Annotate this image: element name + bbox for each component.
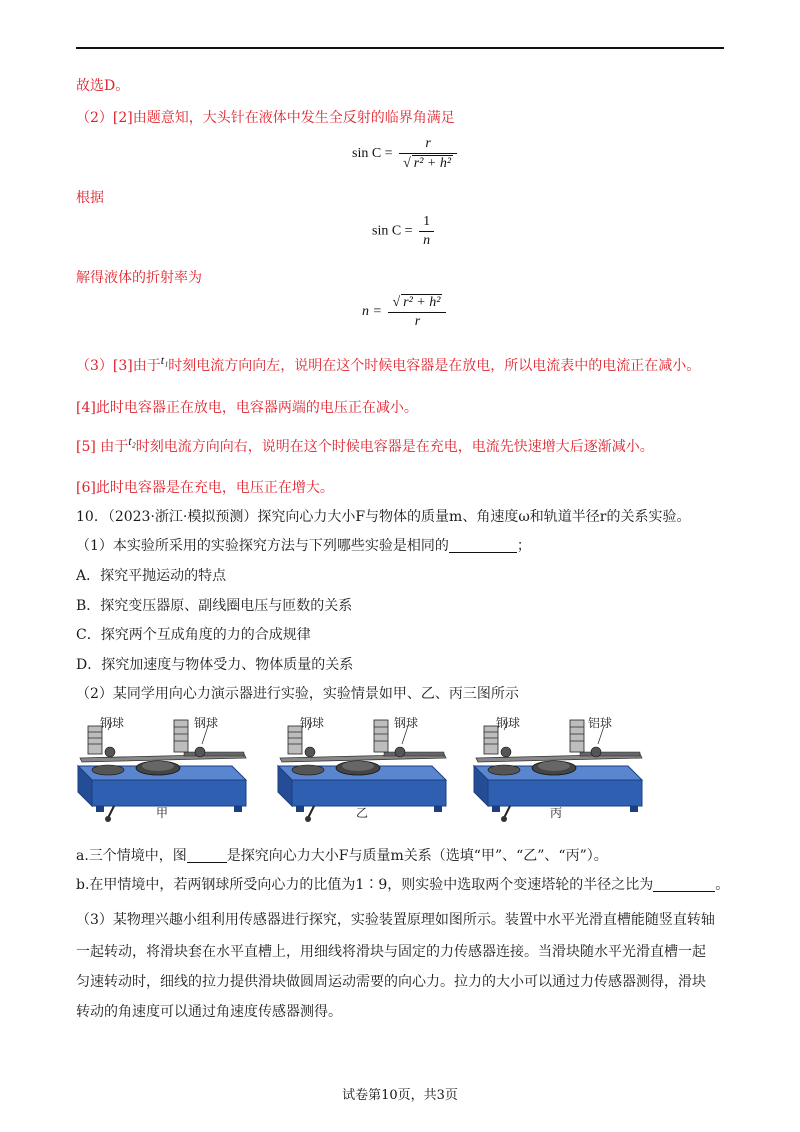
part3-line3 (76, 434, 654, 457)
solve-label: 解得液体的折射率为 (76, 270, 202, 286)
qb-prefix: b.在甲情境中，若两钢球所受向心力的比值为1∶9，则实验中选取两个变速塔轮的半径之比为 (76, 877, 654, 893)
fig1-left-label: 钢球 (100, 716, 125, 730)
t2-symbol: t₂ (128, 434, 136, 448)
part3-question-line3: 匀速转动时，细线的拉力提供滑块做圆周运动需要的向心力。拉力的大小可以通过力传感器测得，滑块 (76, 974, 706, 990)
qb-answer-blank[interactable] (653, 891, 715, 892)
part3-line2: [4]此时电容器正在放电，电容器两端的电压正在减小。 (76, 400, 418, 416)
fig2-left-label: 钢球 (300, 716, 325, 730)
answer-line: 故选D。 (76, 78, 130, 94)
eq2-denominator: n (423, 233, 431, 248)
option-d: D．探究加速度与物体受力、物体质量的关系 (76, 657, 354, 673)
fig2-caption: 乙 (356, 806, 369, 820)
part2-intro: （2）[2]由题意知，大头针在液体中发生全反射的临界角满足 (76, 110, 455, 126)
fig3-right-label: 铝球 (588, 716, 613, 730)
q1-end: ； (516, 538, 531, 554)
eq1-denominator: r² + h² (413, 156, 452, 171)
question-b (76, 875, 729, 895)
option-c: C．探究两个互成角度的力的合成规律 (76, 627, 311, 643)
question-10-header: 10．（2023·浙江·模拟预测）探究向心力大小F与物体的质量m、角速度ω和轨道半径r的关系实验。 (76, 509, 691, 525)
qb-end: 。 (715, 877, 730, 893)
part3-line1-prefix: （3）[3]由于 (76, 358, 161, 374)
t1-symbol: t₁ (160, 353, 169, 367)
part3-line1 (76, 353, 701, 376)
fig2-right-label: 钢球 (394, 716, 419, 730)
fig3-left-label: 钢球 (496, 716, 521, 730)
eq1-numerator: r (425, 136, 431, 151)
equation-n: n = $\frac{\text{√ r² + h²}}{r}$ (362, 294, 446, 330)
question-a (76, 846, 608, 866)
question-10-part1 (76, 536, 531, 556)
option-a: A．探究平抛运动的特点 (76, 568, 227, 584)
qa-rest: 是探究向心力大小F与质量m关系（选填“甲”、“乙”、“丙”）。 (226, 848, 608, 864)
fig1-right-label: 钢球 (194, 716, 219, 730)
eq3-denominator: r (414, 314, 421, 329)
q1-text: （1）本实验所采用的实验探究方法与下列哪些实验是相同的 (76, 538, 449, 554)
part3-question-line1: （3）某物理兴趣小组利用传感器进行探究，实验装置原理如图所示。装置中水平光滑直槽能随竖直转轴 (76, 912, 715, 928)
eq2-lhs: sin C = (372, 223, 413, 239)
header-rule (76, 47, 724, 49)
equation-sinC-r: sin C = $\frac{r}{\text{√ r² + h²}}$ (352, 136, 457, 172)
genju-label: 根据 (76, 190, 104, 206)
eq1-lhs: sin C = (352, 146, 393, 162)
eq3-numerator: r² + h² (403, 295, 441, 310)
fig3-caption: 丙 (550, 806, 563, 820)
q1-answer-blank[interactable] (449, 552, 517, 553)
part3-line1-rest: 时刻电流方向向左，说明在这个时候电容器是在放电，所以电流表中的电流正在减小。 (168, 358, 701, 374)
part3-line3-rest: 时刻电流方向向右，说明在这个时候电容器是在充电，电流先快速增大后逐渐减小。 (135, 439, 654, 455)
centripetal-force-figures (70, 712, 670, 822)
qa-prefix: a.三个情境中，图 (76, 848, 187, 864)
page-footer: 试卷第10页，共3页 (342, 1088, 458, 1103)
eq2-numerator: 1 (423, 214, 431, 229)
qa-answer-blank[interactable] (187, 862, 227, 863)
equation-sinC-n (372, 214, 434, 249)
part3-question-line2: 一起转动，将滑块套在水平直槽上，用细线将滑块与固定的力传感器连接。当滑块随水平光滑直槽一起 (76, 944, 706, 960)
eq3-lhs: n = (362, 304, 382, 320)
fig1-caption: 甲 (156, 806, 169, 820)
question-10-part2: （2）某同学用向心力演示器进行实验，实验情景如甲、乙、丙三图所示 (76, 686, 519, 702)
part3-question-line4: 转动的角速度可以通过角速度传感器测得。 (76, 1004, 342, 1020)
part3-line3-prefix: [5] 由于 (76, 439, 129, 455)
option-b: B．探究变压器原、副线圈电压与匝数的关系 (76, 598, 353, 614)
part3-line4: [6]此时电容器是在充电，电压正在增大。 (76, 480, 334, 496)
